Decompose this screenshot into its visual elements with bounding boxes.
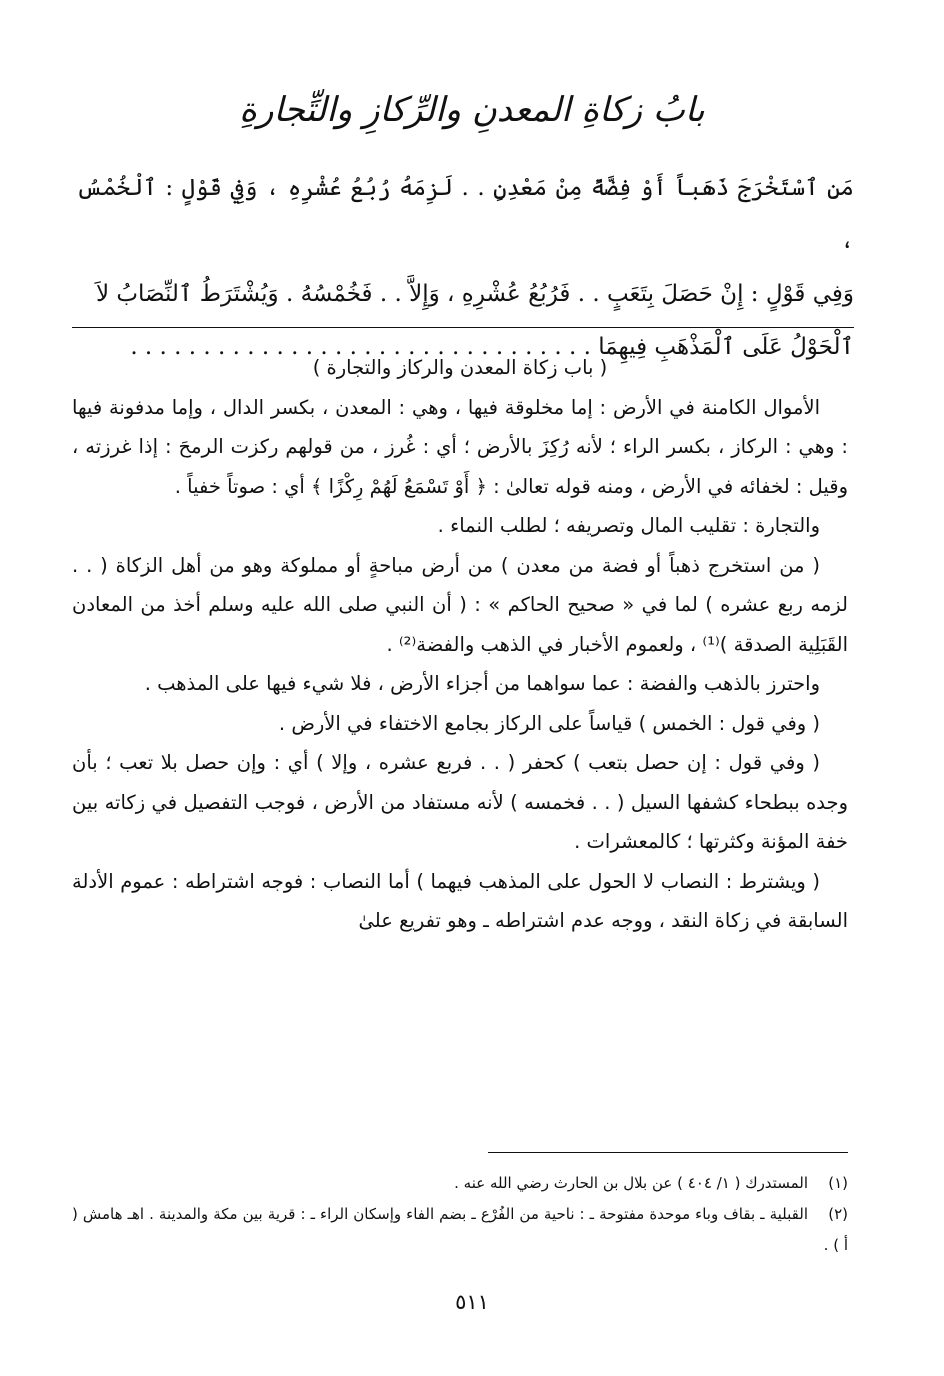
footnote-number: (١) [828,1174,848,1192]
footnote [72,1168,848,1199]
commentary-paragraph: واحترز بالذهب والفضة : عما سواهما من أجزاء الأرض ، فلا شيء فيها على المذهب . [144,672,820,695]
commentary-paragraph: ( وفي قول : إن حصل بتعب ) كحفر ( . . فربع عشره ، وإلا ) أي : وإن حصل بلا تعب ؛ بأن وجده ببطحاء كشفها السيل ( . . فخمسه ) لأنه مستفاد من الأرض ، فوجب التفصيل في زكاته بين خفة المؤنة وكثرتها ؛ كالمعشرات . [72,751,848,853]
footnotes [72,1168,848,1261]
footnote [72,1199,848,1261]
footnote-text: المستدرك ( ١/ ٤٠٤ ) عن بلال بن الحارث رضي الله عنه . [454,1174,808,1192]
commentary-heading: ( باب زكاة المعدن والركاز والتجارة ) [312,356,608,379]
matn-line: ٱلْحَوْلُ عَلَى ٱلْمَذْهَبِ فِيهِمَا . . . . . . . . . . . . . . . . . . . . . . . . . . . . . . . . [130,334,854,360]
commentary-paragraph: ( وفي قول : الخمس ) قياساً على الركاز بجامع الاختفاء في الأرض . [278,711,820,735]
footnote-divider [488,1152,848,1153]
matn-line: وَفِي قَوْلٍ : إِنْ حَصَلَ بِتَعَبٍ . . فَرُبُعُ عُشْرِهِ ، وَإِلاَّ . . فَخُمْسُهُ . وَيُشْتَرَطُ ٱلنِّصَابُ لاَ [95,281,854,307]
divider [72,327,854,328]
matn-text [76,162,854,374]
chapter-title: بابُ زكاةِ المعدنِ والرِّكازِ والتِّجارةِ [239,90,705,130]
commentary-paragraph: ( من استخرج ذهباً أو فضة من معدن ) من أرض مباحةٍ أو مملوكة وهو من أهل الزكاة ( . . لزمه ربع عشره ) لما في « صحيح الحاكم » : ( أن النبي صلى الله عليه وسلم أخذ من المعادن القَبَلِية الصدقة )⁽¹⁾ ، ولعموم الأخبار في الذهب والفضة⁽²⁾ . [72,553,848,656]
commentary [72,348,848,941]
footnote-number: (٢) [828,1205,848,1223]
footnote-text: القبلية ـ بقاف وباء موحدة مفتوحة ـ : ناحية من الفُرْع ـ بضم الفاء وإسكان الراء ـ : قرية بين مكة والمدينة . اهـ هامش ( أ ) . [72,1205,848,1254]
matn-line: مَنِ ٱسْتَخْرَجَ ذَهَباً أَوْ فِضَّةً مِنْ مَعْدِنٍ . . لَزِمَهُ رُبُعُ عُشْرِهِ ، وَفِي قَوْلٍ : ٱلْخُمْسُ ، [76,175,854,254]
commentary-paragraph: والتجارة : تقليب المال وتصريفه ؛ لطلب النماء . [437,514,820,537]
commentary-paragraph: الأموال الكامنة في الأرض : إما مخلوقة فيها ، وهي : المعدن ، بكسر الدال ، وإما مدفونة فيها : وهي : الركاز ، بكسر الراء ؛ لأنه رُكِزَ بالأرض ؛ أي : غُرز ، من قولهم ركزت الرمحَ : إذا غرزته ، وقيل : لخفائه في الأرض ، ومنه قوله تعالىٰ : ﴿ أَوْ تَسْمَعُ لَهُمْ رِكْزًا ﴾ أي : صوتاً خفياً . [72,395,848,498]
commentary-paragraph: ( ويشترط : النصاب لا الحول على المذهب فيهما ) أما النصاب : فوجه اشتراطه : عموم الأدلة السابقة في زكاة النقد ، ووجه عدم اشتراطه ـ وهو تفريع علىٰ [72,869,848,932]
page-number: ٥١١ [455,1290,489,1314]
